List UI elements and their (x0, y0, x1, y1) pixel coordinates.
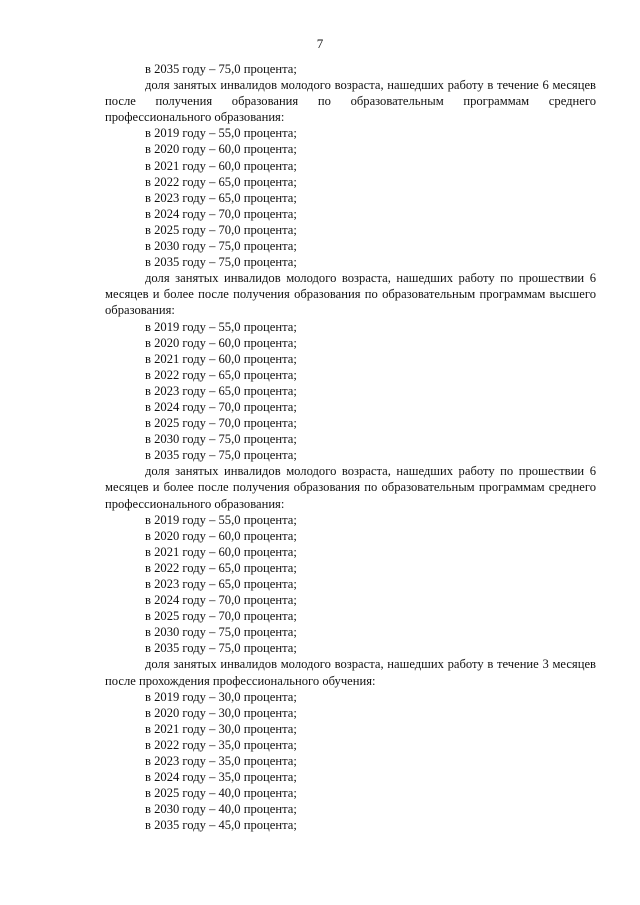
list-item: в 2022 году – 35,0 процента; (145, 737, 297, 752)
list-item: в 2030 году – 40,0 процента; (145, 802, 297, 817)
list-item: в 2021 году – 30,0 процента; (145, 721, 297, 736)
list-item: в 2035 году – 45,0 процента; (145, 818, 297, 833)
paragraph: доля занятых инвалидов молодого возраста, нашедших работу по прошествии 6 месяцев и более после получения образования по образовательным программам среднего профессионального образования: (105, 464, 596, 511)
list-item: в 2023 году – 65,0 процента; (145, 383, 297, 398)
list-item: в 2023 году – 35,0 процента; (145, 754, 297, 769)
list-item: в 2030 году – 75,0 процента; (145, 239, 297, 254)
list-item: в 2019 году – 55,0 процента; (145, 126, 297, 141)
list-item: в 2020 году – 60,0 процента; (145, 528, 297, 543)
list-item: в 2024 году – 70,0 процента; (145, 206, 297, 221)
paragraph: доля занятых инвалидов молодого возраста, нашедших работу в течение 6 месяцев после получения образования по образовательным программам среднего профессионального образования: (105, 78, 596, 125)
list-item: в 2024 году – 70,0 процента; (145, 593, 297, 608)
list-item: в 2035 году – 75,0 процента; (145, 62, 297, 76)
list-item: в 2025 году – 70,0 процента; (145, 222, 297, 237)
list-item: в 2035 году – 75,0 процента; (145, 255, 297, 270)
list-item: в 2035 году – 75,0 процента; (145, 641, 297, 656)
list-item: в 2025 году – 40,0 процента; (145, 786, 297, 801)
page-number: 7 (316, 36, 324, 51)
list-item: в 2025 году – 70,0 процента; (145, 416, 297, 431)
list-item: в 2023 году – 65,0 процента; (145, 190, 297, 205)
list-item: в 2023 году – 65,0 процента; (145, 577, 297, 591)
paragraph: доля занятых инвалидов молодого возраста, нашедших работу в течение 3 месяцев после прохождения профессионального обучения: (105, 657, 596, 688)
list-item: в 2021 году – 60,0 процента; (145, 544, 297, 559)
list-item: в 2025 году – 70,0 процента; (145, 609, 297, 624)
list-item: в 2024 году – 35,0 процента; (145, 770, 297, 785)
list-item: в 2021 году – 60,0 процента; (145, 351, 297, 366)
list-item: в 2022 году – 65,0 процента; (145, 367, 297, 382)
list-item: в 2020 году – 60,0 процента; (145, 335, 297, 350)
list-item: в 2021 году – 60,0 процента; (145, 158, 297, 173)
list-item: в 2019 году – 55,0 процента; (145, 512, 297, 527)
list-item: в 2035 году – 75,0 процента; (145, 448, 297, 463)
paragraph: доля занятых инвалидов молодого возраста, нашедших работу по прошествии 6 месяцев и более после получения образования по образовательным программам высшего образования: (105, 271, 596, 318)
list-item: в 2022 году – 65,0 процента; (145, 174, 297, 189)
list-item: в 2020 году – 60,0 процента; (145, 142, 297, 157)
list-item: в 2030 году – 75,0 процента; (145, 625, 297, 640)
list-item: в 2022 году – 65,0 процента; (145, 560, 297, 575)
list-item: в 2024 году – 70,0 процента; (145, 399, 297, 414)
list-item: в 2020 году – 30,0 процента; (145, 705, 297, 720)
list-item: в 2030 году – 75,0 процента; (145, 432, 297, 447)
list-item: в 2019 году – 30,0 процента; (145, 689, 297, 704)
document-body (105, 61, 596, 834)
list-item: в 2019 году – 55,0 процента; (145, 319, 297, 334)
